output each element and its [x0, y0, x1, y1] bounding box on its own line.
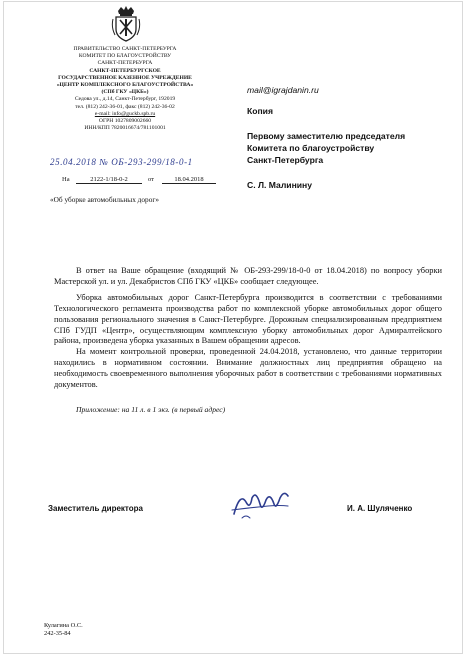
- reg-date: 18.04.2018: [162, 176, 216, 184]
- org-header-line: «ЦЕНТР КОМПЛЕКСНОГО БЛАГОУСТРОЙСТВА»: [56, 82, 194, 89]
- copy-label: Копия: [247, 106, 273, 116]
- org-ogrn: ОГРН 1027809002660: [98, 118, 152, 125]
- letter-body: [54, 266, 442, 391]
- reg-date-prefix: от: [148, 176, 155, 183]
- org-header-line: КОМИТЕТ ПО БЛАГОУСТРОЙСТВУ: [78, 53, 172, 60]
- org-header-line: (СПб ГКУ «ЦКБ»): [101, 89, 149, 96]
- executor-phone: 242-35-84: [44, 630, 71, 637]
- attachment-note: Приложение: на 11 л. в 1 экз. (в первый адрес): [76, 405, 226, 414]
- org-header-line: САНКТ-ПЕТЕРБУРГА: [97, 60, 153, 67]
- signer-position: Заместитель директора: [48, 504, 143, 513]
- recipient-position-line: Комитета по благоустройству: [247, 143, 375, 153]
- org-address: Седова ул., д.14, Санкт-Петербург, 192019: [74, 96, 176, 103]
- reg-number: 2122-1/18-0-2: [76, 176, 142, 184]
- org-header-line: ГОСУДАРСТВЕННОЕ КАЗЕННОЕ УЧРЕЖДЕНИЕ: [58, 74, 192, 81]
- body-paragraph: Уборка автомобильных дорог Санкт-Петербурга производится в соответствии с требованиями Технологического регламента производства работ по комплексной уборке автомобильных дорог общего пользования регионального значения в Санкт-Петербурге. Дорожным специализированным предприятием СПб ГУДП «Центр», осуществляющим комплексную уборку автомобильных дорог Адмиралтейского района, произведена уборка указанных в Вашем обращении адресов.: [54, 292, 442, 346]
- signer-name: И. А. Шуляченко: [347, 504, 413, 513]
- handwritten-signature: [228, 488, 292, 522]
- recipient-name: С. Л. Малинину: [247, 180, 313, 190]
- body-paragraph: В ответ на Ваше обращение (входящий № ОБ-293-299/18-0-0 от 18.04.2018) по вопросу уборки Мастерской ул. и ул. Декабристов СПб ГКУ «ЦКБ» сообщает следующее.: [54, 266, 442, 286]
- org-header-line: САНКТ-ПЕТЕРБУРГСКОЕ: [89, 67, 161, 74]
- reg-number-prefix: На: [62, 176, 70, 183]
- recipient-email[interactable]: mail@igrajdanin.ru: [247, 85, 319, 95]
- recipient-position-line: Первому заместителю председателя: [247, 131, 406, 141]
- handwritten-registration: 25.04.2018 № ОБ-293-299/18-0-1: [50, 157, 193, 167]
- org-header-line: ПРАВИТЕЛЬСТВО САНКТ-ПЕТЕРБУРГА: [73, 46, 177, 52]
- org-header: [52, 46, 198, 132]
- org-email[interactable]: e-mail: info@guckb.spb.ru: [94, 110, 156, 117]
- body-paragraph: На момент контрольной проверки, проведенной 24.04.2018, установлено, что данные территории находились в нормативном состоянии. Внимание должностных лиц предприятия обращено на необходимость своевременного выполнения уборочных работ в соответствии с требованиями нормативных документов.: [54, 347, 442, 390]
- reg-number-field: [76, 176, 142, 184]
- executor-name: Кулагина О.С.: [44, 622, 83, 629]
- org-phone: тел. (812) 242-36-01, факс (812) 242-36-02: [75, 103, 175, 110]
- reg-date-field: [162, 176, 216, 184]
- org-inn: ИНН/КПП 7820016674/781101001: [84, 125, 166, 132]
- executor-info: [44, 622, 83, 638]
- coat-of-arms-icon: [111, 5, 141, 43]
- recipient-position-line: Санкт-Петербурга: [247, 155, 324, 165]
- document-subject: «Об уборке автомобильных дорог»: [50, 195, 159, 204]
